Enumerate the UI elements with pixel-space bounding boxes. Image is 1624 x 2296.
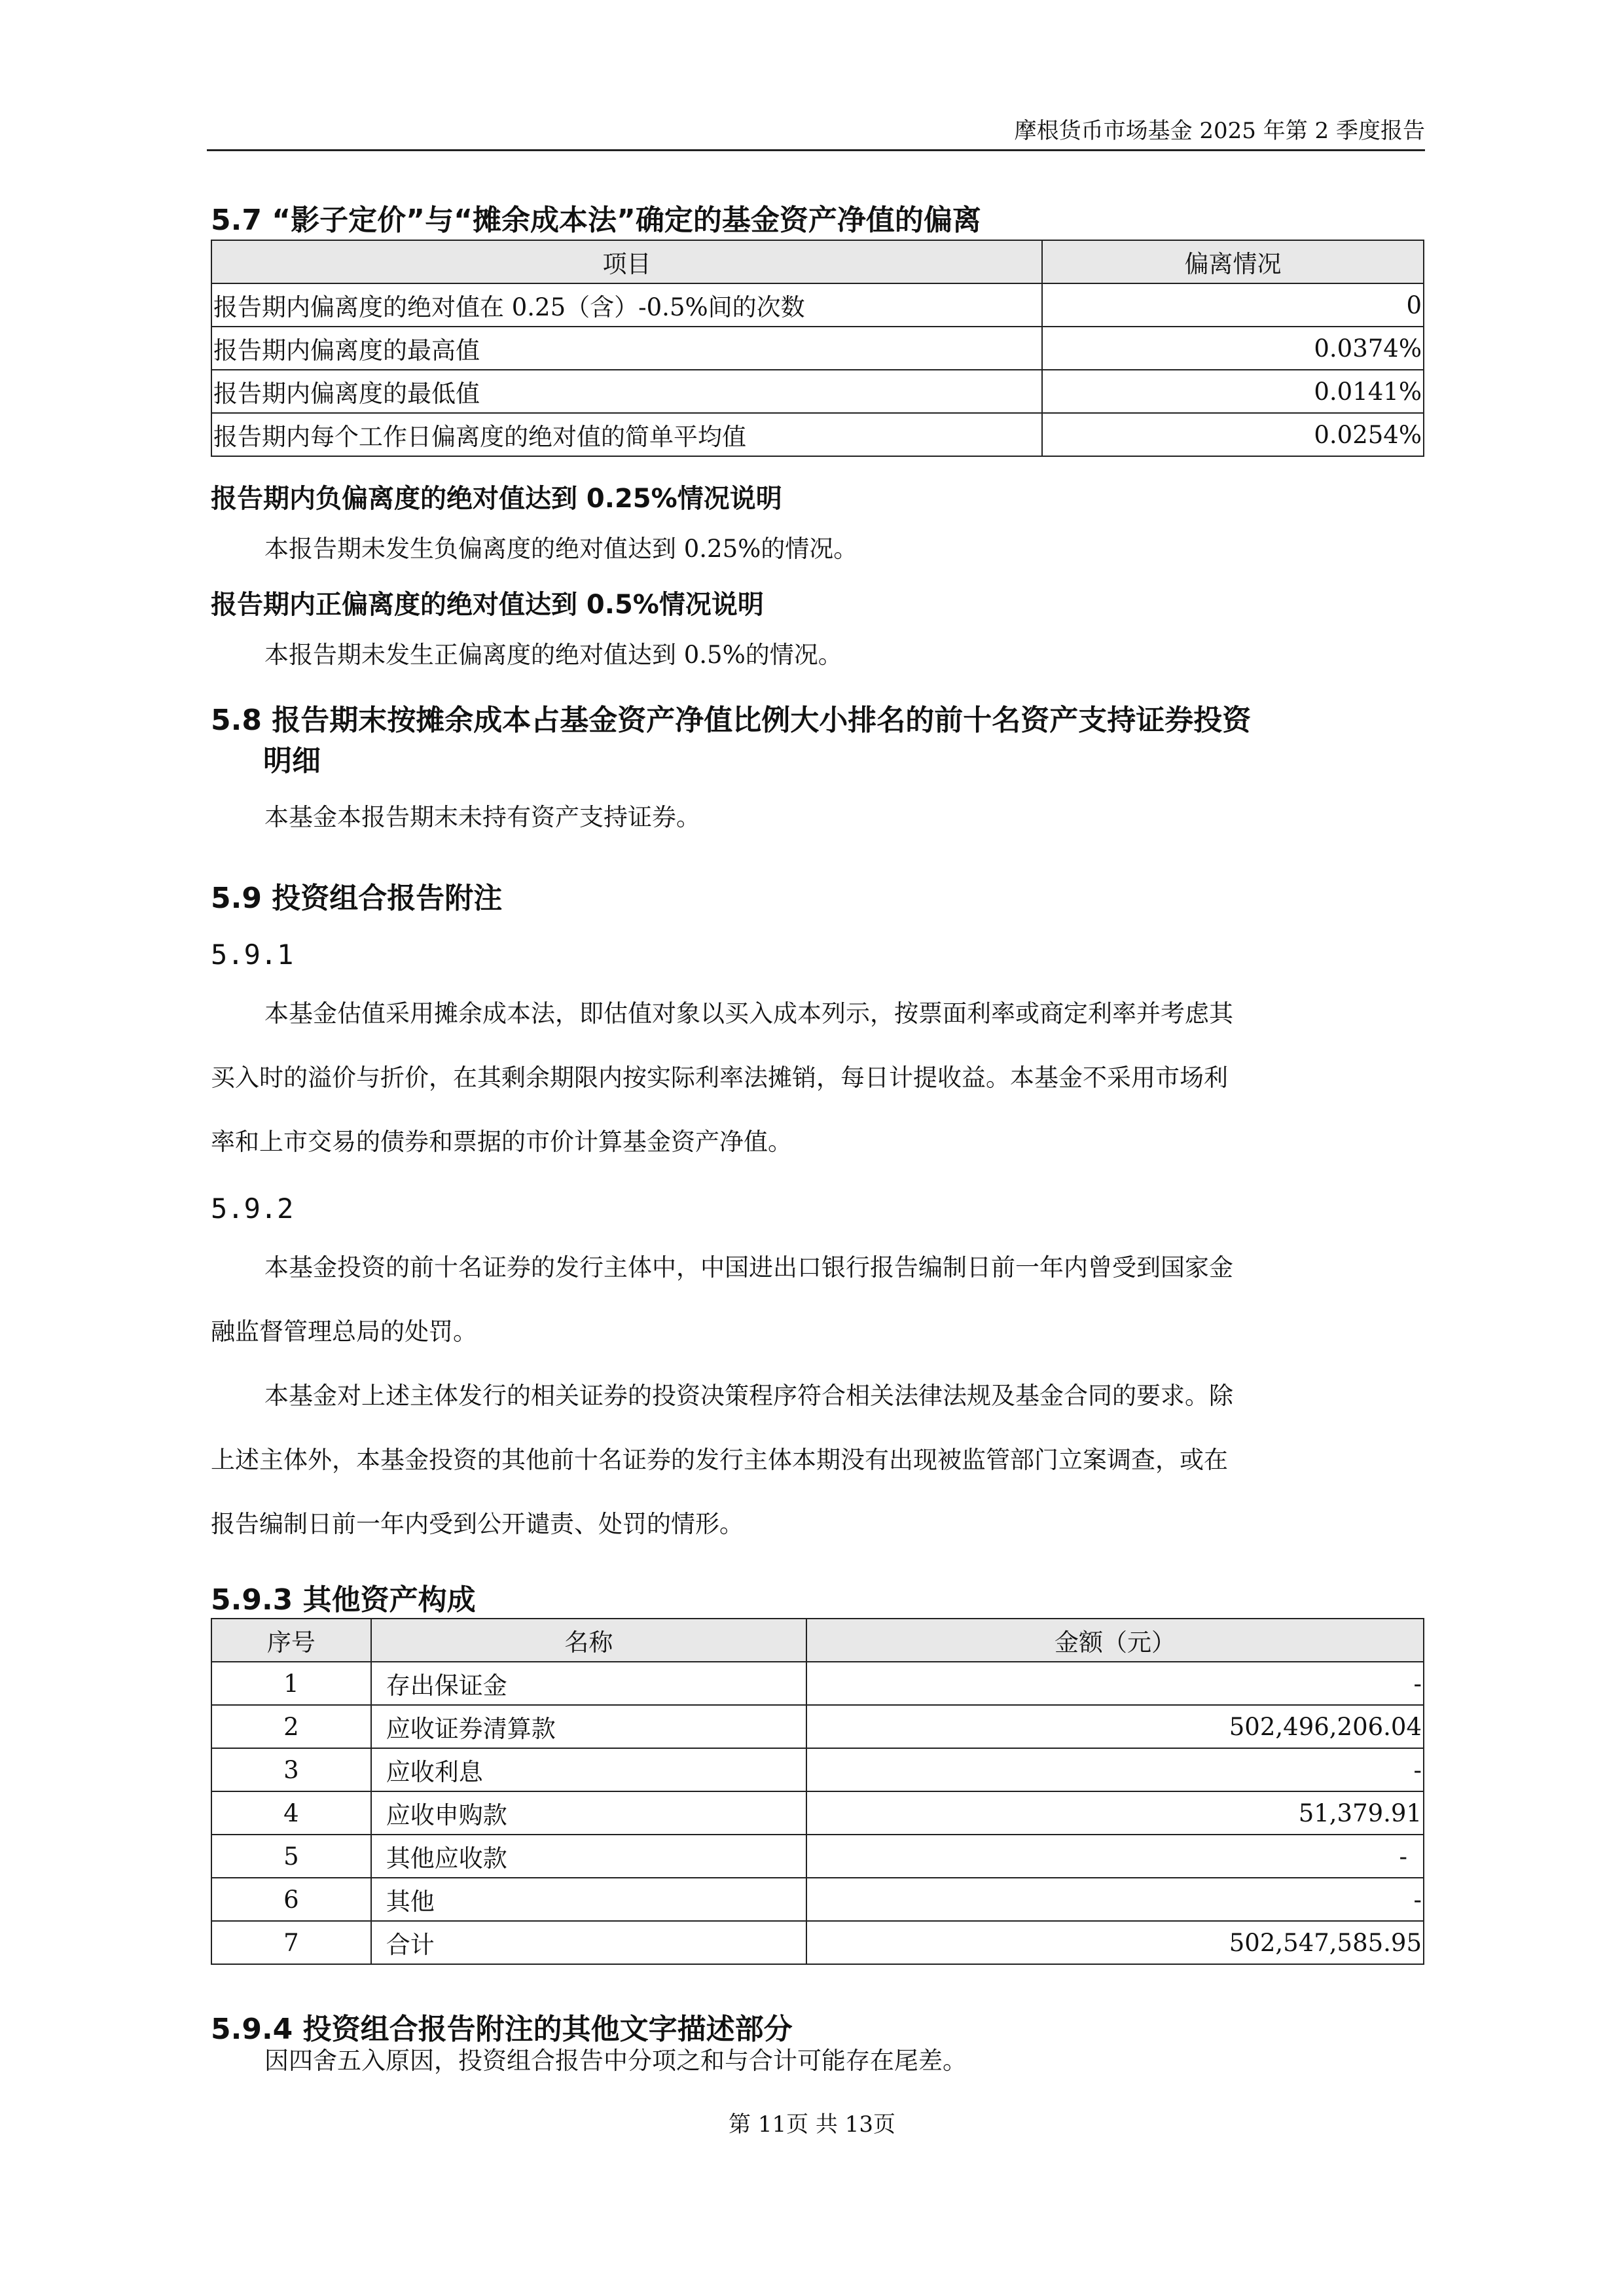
row-label: 报告期内偏离度的最低值: [211, 370, 1042, 413]
row-index: 3: [211, 1748, 371, 1791]
negative-deviation-text: 本报告期未发生负偏离度的绝对值达到 0.25%的情况。: [264, 535, 858, 563]
row-name: 存出保证金: [371, 1662, 806, 1705]
paragraph-line: 买入时的溢价与折价，在其剩余期限内按实际利率法摊销，每日计提收益。本基金不采用市场利: [211, 1064, 1228, 1092]
row-value: 0: [1042, 283, 1424, 327]
table-row: [211, 283, 1424, 327]
section-5-8-text: 本基金本报告期末未持有资产支持证券。: [264, 803, 700, 831]
deviation-table: [211, 240, 1424, 457]
table-row: [211, 1921, 1424, 1964]
row-index: 1: [211, 1662, 371, 1705]
table-row: [211, 1748, 1424, 1791]
header-rule: [207, 149, 1425, 151]
row-amount: -: [806, 1835, 1424, 1878]
positive-deviation-text: 本报告期未发生正偏离度的绝对值达到 0.5%的情况。: [264, 641, 842, 669]
paragraph-line: 率和上市交易的债券和票据的市价计算基金资产净值。: [211, 1128, 792, 1156]
row-amount: -: [806, 1748, 1424, 1791]
paragraph-line: 本基金估值采用摊余成本法，即估值对象以买入成本列示，按票面利率或商定利率并考虑其: [264, 999, 1233, 1028]
row-name: 其他应收款: [371, 1835, 806, 1878]
row-name: 合计: [371, 1921, 806, 1964]
row-name: 其他: [371, 1878, 806, 1921]
section-5-8-heading: [211, 700, 1251, 781]
section-5-9-1-paragraph: [211, 982, 1424, 1174]
section-5-8-paragraph: [211, 785, 1424, 850]
paragraph-line: 本基金对上述主体发行的相关证券的投资决策程序符合相关法律法规及基金合同的要求。除: [264, 1382, 1233, 1410]
row-name: 应收申购款: [371, 1791, 806, 1835]
section-5-9-1-number: 5.9.1: [211, 939, 294, 971]
row-index: 7: [211, 1921, 371, 1964]
section-5-9-4-text: 因四舍五入原因，投资组合报告中分项之和与合计可能存在尾差。: [264, 2047, 967, 2075]
row-amount: -: [806, 1878, 1424, 1921]
table-row: [211, 1878, 1424, 1921]
row-amount: -: [806, 1662, 1424, 1705]
positive-deviation-heading: 报告期内正偏离度的绝对值达到 0.5%情况说明: [211, 590, 764, 620]
table-row: [211, 327, 1424, 370]
other-assets-table: [211, 1618, 1424, 1965]
row-index: 5: [211, 1835, 371, 1878]
table-header-row: [211, 240, 1424, 283]
row-label: 报告期内偏离度的绝对值在 0.25（含）-0.5%间的次数: [211, 283, 1042, 327]
report-header-title: 摩根货币市场基金 2025 年第 2 季度报告: [1014, 118, 1425, 144]
column-header-amount: 金额（元）: [806, 1619, 1424, 1662]
section-5-9-4-paragraph: [211, 2045, 1424, 2077]
table-row: [211, 1835, 1424, 1878]
page-number-footer: 第 11页 共 13页: [729, 2111, 895, 2138]
section-5-9-3-heading: 5.9.3 其他资产构成: [211, 1583, 476, 1617]
table-row: [211, 1791, 1424, 1835]
section-5-9-2-paragraph: [211, 1236, 1424, 1556]
column-header-item: 项目: [211, 240, 1042, 283]
table-header-row: [211, 1619, 1424, 1662]
row-amount: 502,547,585.95: [806, 1921, 1424, 1964]
column-header-name: 名称: [371, 1619, 806, 1662]
paragraph-line: 上述主体外，本基金投资的其他前十名证券的发行主体本期没有出现被监管部门立案调查，或在: [211, 1446, 1228, 1474]
negative-deviation-heading: 报告期内负偏离度的绝对值达到 0.25%情况说明: [211, 484, 782, 514]
row-value: 0.0141%: [1042, 370, 1424, 413]
negative-deviation-paragraph: [211, 517, 1424, 581]
section-5-8-heading-line1: 5.8 报告期末按摊余成本占基金资产净值比例大小排名的前十名资产支持证券投资: [211, 704, 1252, 737]
positive-deviation-paragraph: [211, 623, 1424, 687]
row-value: 0.0254%: [1042, 413, 1424, 456]
row-index: 2: [211, 1705, 371, 1748]
row-index: 4: [211, 1791, 371, 1835]
paragraph-line: 报告编制日前一年内受到公开谴责、处罚的情形。: [211, 1510, 744, 1538]
row-name: 应收利息: [371, 1748, 806, 1791]
row-amount: 51,379.91: [806, 1791, 1424, 1835]
section-5-9-2-number: 5.9.2: [211, 1193, 294, 1225]
row-value: 0.0374%: [1042, 327, 1424, 370]
section-5-9-heading: 5.9 投资组合报告附注: [211, 882, 503, 915]
paragraph-line: 融监督管理总局的处罚。: [211, 1318, 477, 1346]
column-header-index: 序号: [211, 1619, 371, 1662]
table-row: [211, 413, 1424, 456]
row-label: 报告期内每个工作日偏离度的绝对值的简单平均值: [211, 413, 1042, 456]
section-5-7-heading: 5.7 “影子定价”与“摊余成本法”确定的基金资产净值的偏离: [211, 204, 981, 237]
row-amount: 502,496,206.04: [806, 1705, 1424, 1748]
paragraph-line: 本基金投资的前十名证券的发行主体中，中国进出口银行报告编制日前一年内曾受到国家金: [264, 1253, 1233, 1282]
section-5-9-4-heading: 5.9.4 投资组合报告附注的其他文字描述部分: [211, 2013, 793, 2046]
row-name: 应收证券清算款: [371, 1705, 806, 1748]
table-row: [211, 1705, 1424, 1748]
section-5-8-heading-line2: 明细: [263, 744, 321, 778]
row-index: 6: [211, 1878, 371, 1921]
table-row: [211, 1662, 1424, 1705]
table-row: [211, 370, 1424, 413]
row-label: 报告期内偏离度的最高值: [211, 327, 1042, 370]
column-header-deviation: 偏离情况: [1042, 240, 1424, 283]
